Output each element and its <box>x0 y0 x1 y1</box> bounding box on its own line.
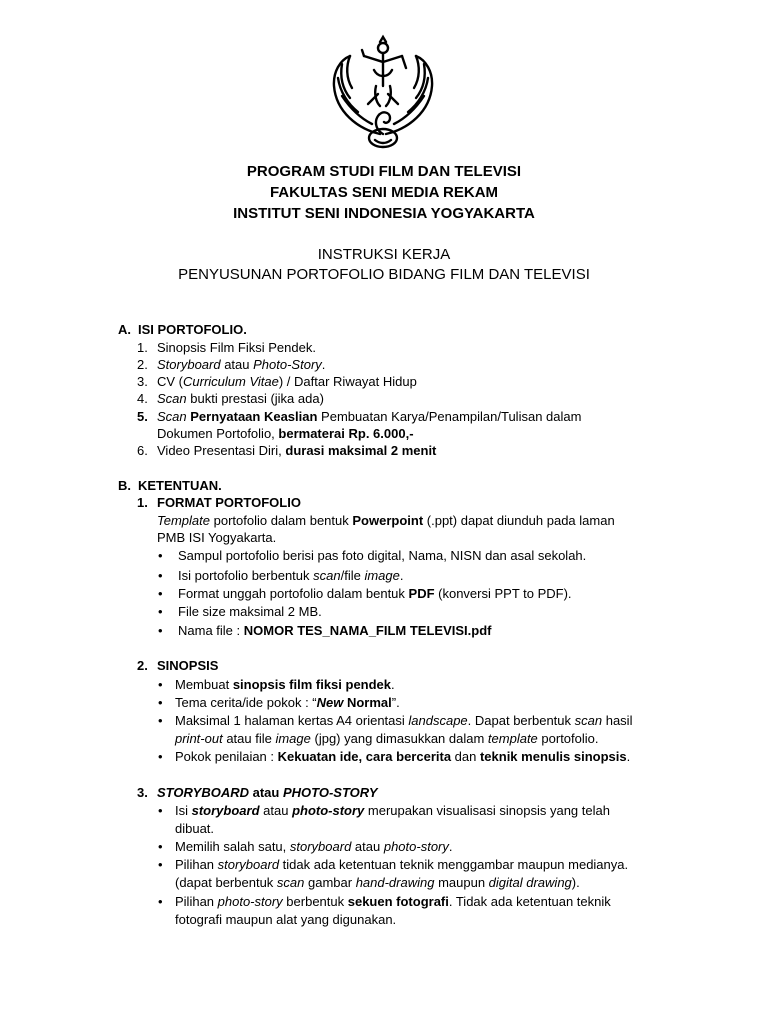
bullet: • <box>158 749 163 764</box>
paragraph-continuation: PMB ISI Yogyakarta. <box>157 530 277 545</box>
bullet: • <box>158 713 163 728</box>
list-item: Sinopsis Film Fiksi Pendek. <box>157 340 316 355</box>
list-item-number: 3. <box>137 374 148 389</box>
bullet: • <box>158 623 163 638</box>
section-a-title: ISI PORTOFOLIO. <box>138 322 247 337</box>
list-item: Memilih salah satu, storyboard atau photo-story. <box>175 839 453 854</box>
list-item: Pilihan storyboard tidak ada ketentuan teknik menggambar maupun medianya. <box>175 857 629 872</box>
bullet: • <box>158 604 163 619</box>
subsection-title-storyboard: STORYBOARD atau PHOTO-STORY <box>157 785 378 800</box>
subsection-title-format: FORMAT PORTOFOLIO <box>157 495 301 510</box>
bullet: • <box>158 586 163 601</box>
institute-title: INSTITUT SENI INDONESIA YOGYAKARTA <box>233 205 535 222</box>
list-item: Pokok penilaian : Kekuatan ide, cara bercerita dan teknik menulis sinopsis. <box>175 749 631 764</box>
bullet: • <box>158 857 163 872</box>
list-item: Membuat sinopsis film fiksi pendek. <box>175 677 395 692</box>
faculty-title: FAKULTAS SENI MEDIA REKAM <box>269 184 499 201</box>
paragraph: Template portofolio dalam bentuk Powerpoint (.ppt) dapat diunduh pada laman <box>157 513 615 528</box>
list-item-number: 4. <box>137 391 148 406</box>
institution-emblem <box>328 34 438 150</box>
section-a-letter: A. <box>118 322 131 337</box>
list-item: Isi portofolio berbentuk scan/file image. <box>178 568 404 583</box>
list-item: Pilihan photo-story berbentuk sekuen fotografi. Tidak ada ketentuan teknik <box>175 894 611 909</box>
list-item-number: 2. <box>137 357 148 372</box>
list-item-number: 1. <box>137 340 148 355</box>
bullet: • <box>158 894 163 909</box>
list-item: Isi storyboard atau photo-story merupakan visualisasi sinopsis yang telah <box>175 803 610 818</box>
list-item-continuation: print-out atau file image (jpg) yang dimasukkan dalam template portofolio. <box>175 731 599 746</box>
subsection-number: 2. <box>137 658 148 673</box>
list-item: Scan bukti prestasi (jika ada) <box>157 391 324 406</box>
bullet: • <box>158 839 163 854</box>
document-subject: PENYUSUNAN PORTOFOLIO BIDANG FILM DAN TELEVISI <box>178 266 590 283</box>
list-item: Format unggah portofolio dalam bentuk PDF (konversi PPT to PDF). <box>178 586 572 601</box>
bullet: • <box>158 803 163 818</box>
list-item-continuation: dibuat. <box>175 821 215 836</box>
list-item-continuation: (dapat berbentuk scan gambar hand-drawing maupun digital drawing). <box>175 875 580 890</box>
list-item-number: 6. <box>137 443 148 458</box>
bullet: • <box>158 695 163 710</box>
list-item: Maksimal 1 halaman kertas A4 orientasi landscape. Dapat berbentuk scan hasil <box>175 713 633 728</box>
list-item: CV (Curriculum Vitae) / Daftar Riwayat Hidup <box>157 374 417 389</box>
bullet: • <box>158 677 163 692</box>
list-item: Sampul portofolio berisi pas foto digital, Nama, NISN dan asal sekolah. <box>178 548 587 563</box>
section-b-title: KETENTUAN. <box>138 478 222 493</box>
section-b-letter: B. <box>118 478 131 493</box>
list-item-continuation: Dokumen Portofolio, bermaterai Rp. 6.000,- <box>157 426 414 441</box>
subsection-title-sinopsis: SINOPSIS <box>157 658 219 673</box>
list-item: Storyboard atau Photo-Story. <box>157 357 326 372</box>
list-item: Nama file : NOMOR TES_NAMA_FILM TELEVISI.pdf <box>178 623 492 638</box>
list-item-number: 5. <box>137 409 148 424</box>
list-item: Tema cerita/ide pokok : “New Normal”. <box>175 695 400 710</box>
document-type: INSTRUKSI KERJA <box>317 246 451 263</box>
subsection-number: 3. <box>137 785 148 800</box>
program-title: PROGRAM STUDI FILM DAN TELEVISI <box>246 163 522 180</box>
list-item: File size maksimal 2 MB. <box>178 604 322 619</box>
list-item: Video Presentasi Diri, durasi maksimal 2 menit <box>157 443 437 458</box>
bullet: • <box>158 568 163 583</box>
list-item-continuation: fotografi maupun alat yang digunakan. <box>175 912 397 927</box>
bullet: • <box>158 548 163 563</box>
list-item: Scan Pernyataan Keaslian Pembuatan Karya/Penampilan/Tulisan dalam <box>157 409 582 424</box>
subsection-number: 1. <box>137 495 148 510</box>
